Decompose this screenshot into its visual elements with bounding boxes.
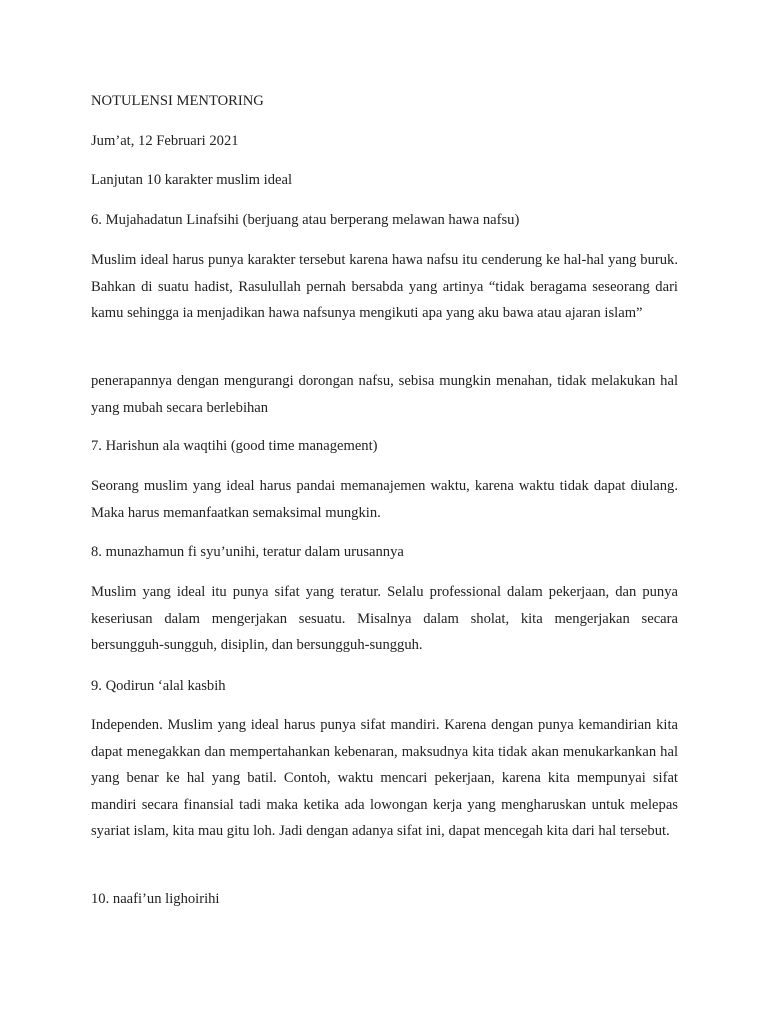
section-heading-9: 9. Qodirun ‘alal kasbih: [91, 678, 226, 694]
section-heading-6: 6. Mujahadatun Linafsihi (berjuang atau berperang melawan hawa nafsu): [91, 212, 520, 228]
section-heading-10: 10. naafi’un lighoirihi: [91, 891, 220, 907]
section-heading-7: 7. Harishun ala waqtihi (good time management): [91, 438, 378, 454]
section-heading-8: 8. munazhamun fi syu’unihi, teratur dalam urusannya: [91, 544, 404, 560]
section-7-paragraph-1: Seorang muslim yang ideal harus pandai memanajemen waktu, karena waktu tidak dapat diulang. Maka harus memanfaatkan semaksimal mungkin.: [91, 478, 678, 521]
document-title: NOTULENSI MENTORING: [91, 93, 264, 109]
section-6-paragraph-2: penerapannya dengan mengurangi dorongan nafsu, sebisa mungkin menahan, tidak melakukan hal yang mubah secara berlebihan: [91, 373, 678, 416]
document-date: Jum’at, 12 Februari 2021: [91, 133, 239, 149]
section-6-paragraph-1: Muslim ideal harus punya karakter tersebut karena hawa nafsu itu cenderung ke hal-hal yang buruk. Bahkan di suatu hadist, Rasulullah pernah bersabda yang artinya “tidak beragama seseorang dari kamu sehingga ia menjadikan hawa nafsunya mengikuti apa yang aku bawa atau ajaran islam”: [91, 252, 678, 322]
section-9-paragraph-1: Independen. Muslim yang ideal harus punya sifat mandiri. Karena dengan punya kemandirian kita dapat menegakkan dan mempertahankan kebenaran, maksudnya kita tidak akan menukarkankan hal yang benar ke hal yang batil. Contoh, waktu mencari pekerjaan, karena kita mempunyai sifat mandiri secara finansial tadi maka ketika ada lowongan kerja yang mengharuskan untuk melepas syariat islam, kita mau gitu loh. Jadi dengan adanya sifat ini, dapat mencegah kita dari hal tersebut.: [91, 717, 678, 840]
document-subtitle: Lanjutan 10 karakter muslim ideal: [91, 172, 293, 188]
section-8-paragraph-1: Muslim yang ideal itu punya sifat yang teratur. Selalu professional dalam pekerjaan, dan punya keseriusan dalam mengerjakan sesuatu. Misalnya dalam sholat, kita mengerjakan secara bersungguh-sungguh, disiplin, dan bersungguh-sungguh.: [91, 584, 678, 654]
